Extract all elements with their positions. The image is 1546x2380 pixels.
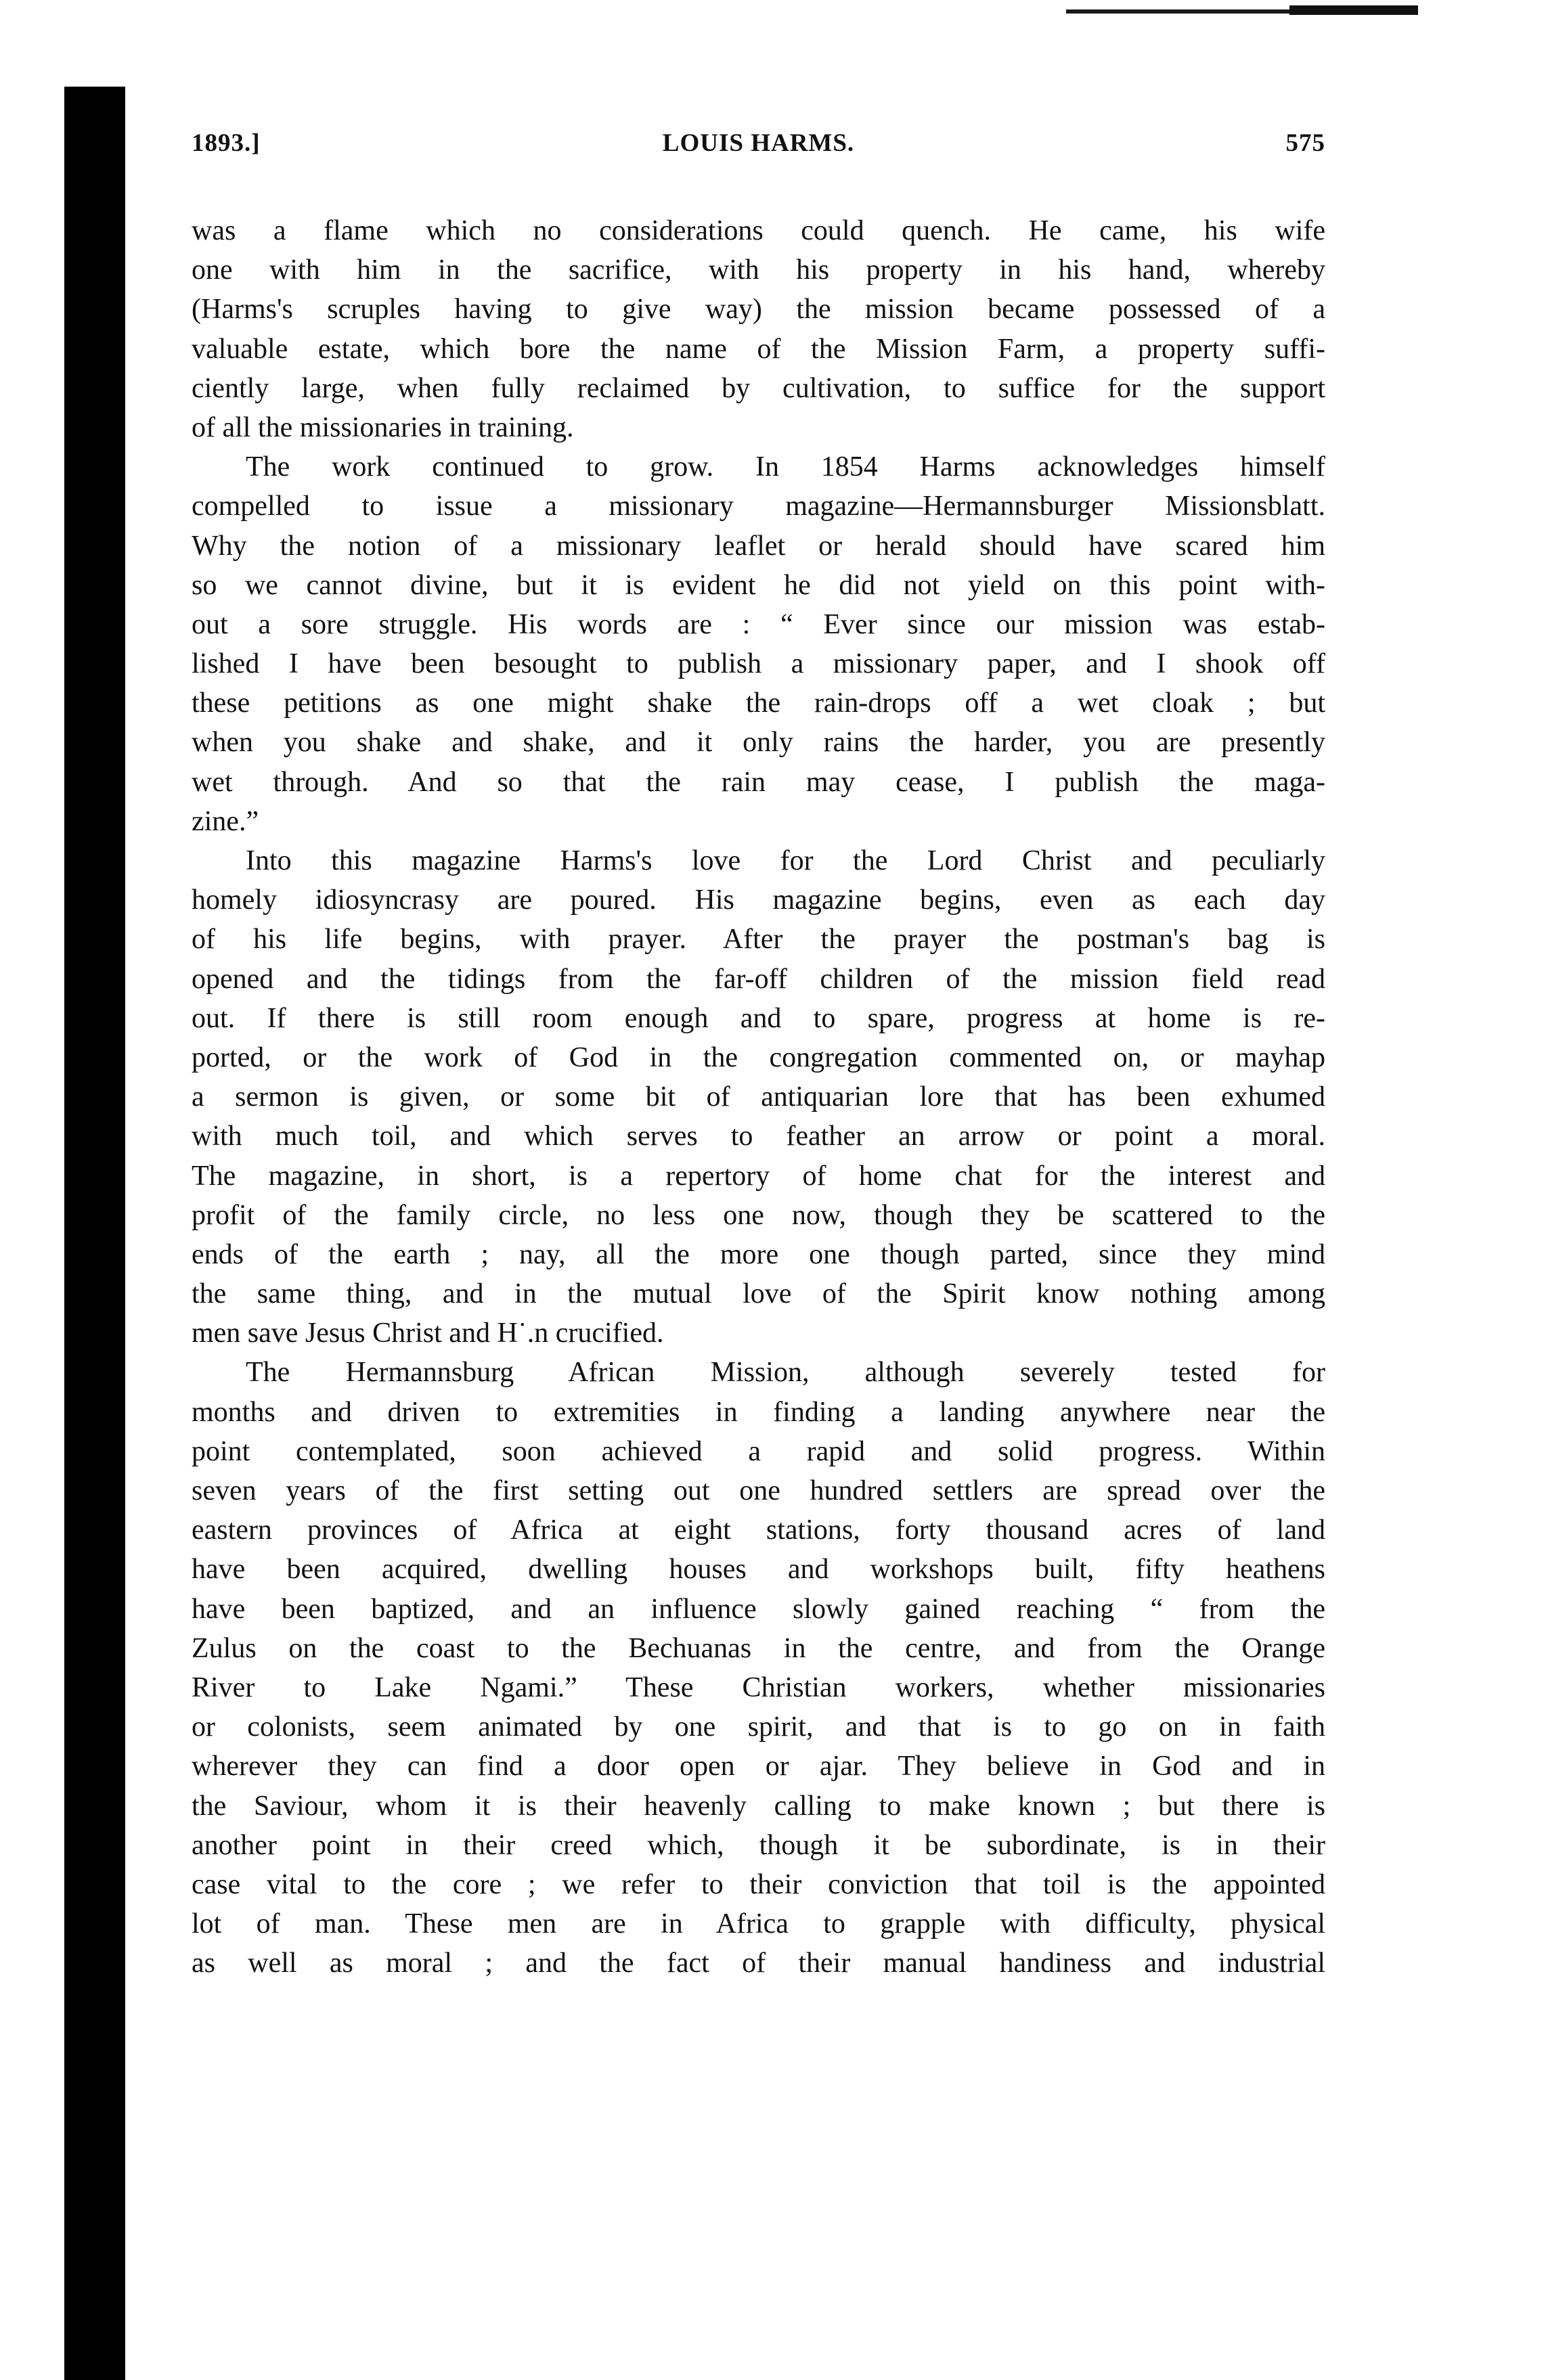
text-line: these petitions as one might shake the rain-drops off a wet cloak ; but <box>192 688 1325 719</box>
text-line: homely idiosyncrasy are poured. His magazine begins, even as each day <box>192 884 1325 916</box>
running-header <box>192 129 1325 169</box>
text-line: Why the notion of a missionary leaflet or herald should have scared him <box>192 530 1325 562</box>
text-line: men save Jesus Christ and H˙.n crucified. <box>192 1318 664 1349</box>
text-line: River to Lake Ngami.” These Christian workers, whether missionaries <box>192 1671 1325 1703</box>
text-line: The magazine, in short, is a repertory of home chat for the interest and <box>192 1160 1325 1192</box>
text-line: the same thing, and in the mutual love of the Spirit know nothing among <box>192 1278 1325 1310</box>
text-line: The work continued to grow. In 1854 Harms acknowledges himself <box>246 451 1325 483</box>
text-line: one with him in the sacrifice, with his property in his hand, whereby <box>192 254 1325 286</box>
text-line: wherever they can find a door open or ajar. They believe in God and in <box>192 1751 1325 1782</box>
text-line: valuable estate, which bore the name of the Mission Farm, a property suffi- <box>192 333 1325 365</box>
text-line: The Hermannsburg African Mission, although severely tested for <box>246 1357 1325 1389</box>
header-year: 1893.] <box>192 129 261 157</box>
top-scan-rule-thick <box>1289 5 1418 15</box>
text-line: so we cannot divine, but it is evident he did not yield on this point with- <box>192 569 1325 601</box>
scan-binding-shadow <box>64 87 125 2380</box>
text-line: compelled to issue a missionary magazine—Hermannsburger Missionsblatt. <box>192 491 1325 522</box>
header-running-title: LOUIS HARMS. <box>662 129 855 157</box>
text-line: with much toil, and which serves to feather an arrow or point a moral. <box>192 1121 1325 1152</box>
text-line: point contemplated, soon achieved a rapid and solid progress. Within <box>192 1435 1325 1467</box>
text-line: a sermon is given, or some bit of antiquarian lore that has been exhumed <box>192 1081 1325 1113</box>
text-line: out a sore struggle. His words are : “ Ever since our mission was estab- <box>192 608 1325 640</box>
text-line: profit of the family circle, no less one now, though they be scattered to the <box>192 1199 1325 1231</box>
text-line: Into this magazine Harms's love for the Lord Christ and peculiarly <box>246 845 1325 876</box>
text-line: months and driven to extremities in finding a landing anywhere near the <box>192 1396 1325 1428</box>
text-line: case vital to the core ; we refer to their conviction that toil is the appointed <box>192 1868 1325 1900</box>
text-line: of his life begins, with prayer. After the prayer the postman's bag is <box>192 924 1325 956</box>
text-line: (Harms's scruples having to give way) the mission became possessed of a <box>192 294 1325 325</box>
header-page-number: 575 <box>1285 129 1325 157</box>
text-line: zine.” <box>192 805 259 837</box>
text-line: ciently large, when fully reclaimed by cultivation, to suffice for the support <box>192 372 1325 404</box>
text-line: of all the missionaries in training. <box>192 411 574 443</box>
text-line: or colonists, seem animated by one spirit, and that is to go on in faith <box>192 1711 1325 1743</box>
text-line: eastern provinces of Africa at eight stations, forty thousand acres of land <box>192 1514 1325 1546</box>
text-line: Zulus on the coast to the Bechuanas in the centre, and from the Orange <box>192 1632 1325 1664</box>
text-line: as well as moral ; and the fact of their manual handiness and industrial <box>192 1948 1325 1979</box>
text-line: lished I have been besought to publish a missionary paper, and I shook off <box>192 648 1325 680</box>
text-line: ported, or the work of God in the congregation commented on, or mayhap <box>192 1041 1325 1073</box>
text-line: ends of the earth ; nay, all the more one though parted, since they mind <box>192 1238 1325 1270</box>
text-line: when you shake and shake, and it only rains the harder, you are presently <box>192 727 1325 759</box>
text-line: seven years of the first setting out one hundred settlers are spread over the <box>192 1475 1325 1506</box>
text-line: another point in their creed which, though it be subordinate, is in their <box>192 1829 1325 1861</box>
text-line: was a flame which no considerations could quench. He came, his wife <box>192 215 1325 246</box>
text-line: the Saviour, whom it is their heavenly calling to make known ; but there is <box>192 1790 1325 1822</box>
body-text <box>192 211 1325 1983</box>
text-line: out. If there is still room enough and to spare, progress at home is re- <box>192 1002 1325 1034</box>
text-line: opened and the tidings from the far-off children of the mission field read <box>192 963 1325 995</box>
text-line: have been baptized, and an influence slowly gained reaching “ from the <box>192 1593 1325 1625</box>
text-line: wet through. And so that the rain may cease, I publish the maga- <box>192 766 1325 798</box>
text-line: lot of man. These men are in Africa to grapple with difficulty, physical <box>192 1908 1325 1940</box>
text-line: have been acquired, dwelling houses and workshops built, fifty heathens <box>192 1554 1325 1586</box>
